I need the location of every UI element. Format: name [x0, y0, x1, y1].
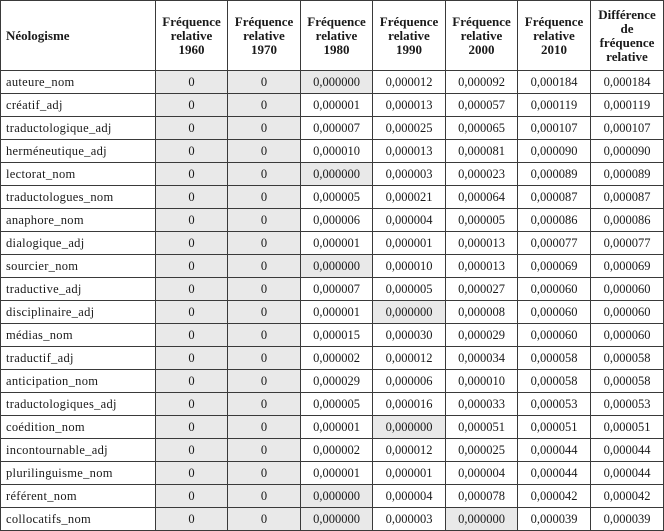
table-row [1, 370, 664, 393]
freq-1990-cell: 0,000016 [373, 393, 446, 416]
freq-1990-cell: 0,000013 [373, 140, 446, 163]
freq-1980-cell: 0,000000 [301, 71, 373, 94]
freq-2000-cell: 0,000023 [446, 163, 518, 186]
header-text-line: Différence [598, 6, 656, 22]
header-text-line: 1970 [251, 41, 277, 57]
neologism-cell: référent_nom [1, 485, 156, 508]
freq-2000-cell: 0,000051 [446, 416, 518, 439]
difference-cell: 0,000060 [591, 278, 664, 301]
freq-1980-cell: 0,000010 [301, 140, 373, 163]
table-row [1, 255, 664, 278]
header-text-line: Fréquence [234, 13, 294, 29]
neologism-cell: créatif_adj [1, 94, 156, 117]
freq-1960-cell: 0 [156, 462, 228, 485]
header-freq-2000 [446, 1, 518, 71]
freq-1990-cell: 0,000025 [373, 117, 446, 140]
header-text-line: relative [170, 27, 213, 43]
freq-1980-cell: 0,000006 [301, 209, 373, 232]
freq-1990-cell: 0,000000 [373, 416, 446, 439]
table-row [1, 71, 664, 94]
table-row [1, 508, 664, 531]
freq-2010-cell: 0,000042 [518, 485, 591, 508]
header-freq-1970 [228, 1, 301, 71]
freq-1970-cell: 0 [228, 439, 301, 462]
freq-1990-cell: 0,000004 [373, 209, 446, 232]
neologism-cell: coédition_nom [1, 416, 156, 439]
freq-1970-cell: 0 [228, 117, 301, 140]
freq-1960-cell: 0 [156, 416, 228, 439]
freq-1980-cell: 0,000002 [301, 439, 373, 462]
freq-1980-cell: 0,000001 [301, 301, 373, 324]
difference-cell: 0,000086 [591, 209, 664, 232]
freq-1990-cell: 0,000001 [373, 232, 446, 255]
freq-2000-cell: 0,000013 [446, 255, 518, 278]
table-body [1, 71, 664, 531]
freq-1960-cell: 0 [156, 186, 228, 209]
neologism-cell: incontournable_adj [1, 439, 156, 462]
freq-2000-cell: 0,000004 [446, 462, 518, 485]
table-row [1, 232, 664, 255]
difference-cell: 0,000089 [591, 163, 664, 186]
difference-cell: 0,000058 [591, 347, 664, 370]
table-row [1, 439, 664, 462]
freq-1990-cell: 0,000003 [373, 508, 446, 531]
freq-2010-cell: 0,000060 [518, 324, 591, 347]
neologism-cell: traductologues_nom [1, 186, 156, 209]
neologism-cell: médias_nom [1, 324, 156, 347]
header-freq-1980 [301, 1, 373, 71]
freq-1960-cell: 0 [156, 232, 228, 255]
freq-1990-cell: 0,000003 [373, 163, 446, 186]
freq-1970-cell: 0 [228, 370, 301, 393]
neologism-cell: traductologique_adj [1, 117, 156, 140]
neologism-cell: sourcier_nom [1, 255, 156, 278]
freq-2010-cell: 0,000051 [518, 416, 591, 439]
freq-1960-cell: 0 [156, 117, 228, 140]
freq-1970-cell: 0 [228, 209, 301, 232]
header-freq-2010 [518, 1, 591, 71]
table-row [1, 140, 664, 163]
freq-2000-cell: 0,000033 [446, 393, 518, 416]
freq-1960-cell: 0 [156, 393, 228, 416]
freq-1960-cell: 0 [156, 324, 228, 347]
freq-1990-cell: 0,000030 [373, 324, 446, 347]
freq-2000-cell: 0,000092 [446, 71, 518, 94]
difference-cell: 0,000107 [591, 117, 664, 140]
neologism-cell: lectorat_nom [1, 163, 156, 186]
header-text-line: relative [388, 27, 430, 43]
neologism-cell: dialogique_adj [1, 232, 156, 255]
neologism-cell: traductologiques_adj [1, 393, 156, 416]
freq-2010-cell: 0,000039 [518, 508, 591, 531]
difference-cell: 0,000053 [591, 393, 664, 416]
freq-2000-cell: 0,000010 [446, 370, 518, 393]
freq-2010-cell: 0,000086 [518, 209, 591, 232]
freq-1980-cell: 0,000000 [301, 485, 373, 508]
neologism-cell: disciplinaire_adj [1, 301, 156, 324]
freq-2000-cell: 0,000005 [446, 209, 518, 232]
freq-2010-cell: 0,000060 [518, 278, 591, 301]
header-text-line: relative [460, 27, 503, 43]
freq-2000-cell: 0,000000 [446, 508, 518, 531]
freq-2010-cell: 0,000077 [518, 232, 591, 255]
difference-cell: 0,000077 [591, 232, 664, 255]
neologism-cell: anticipation_nom [1, 370, 156, 393]
freq-2000-cell: 0,000064 [446, 186, 518, 209]
freq-1970-cell: 0 [228, 278, 301, 301]
header-text-line: de [620, 20, 634, 36]
table-header [1, 1, 664, 71]
freq-2010-cell: 0,000060 [518, 301, 591, 324]
freq-1980-cell: 0,000007 [301, 278, 373, 301]
freq-1980-cell: 0,000001 [301, 232, 373, 255]
freq-2010-cell: 0,000119 [518, 94, 591, 117]
freq-2010-cell: 0,000184 [518, 71, 591, 94]
freq-1990-cell: 0,000012 [373, 347, 446, 370]
freq-2010-cell: 0,000089 [518, 163, 591, 186]
header-text-line: relative [315, 27, 358, 43]
difference-cell: 0,000184 [591, 71, 664, 94]
freq-2010-cell: 0,000053 [518, 393, 591, 416]
freq-1970-cell: 0 [228, 163, 301, 186]
freq-1990-cell: 0,000001 [373, 462, 446, 485]
freq-1980-cell: 0,000015 [301, 324, 373, 347]
difference-cell: 0,000051 [591, 416, 664, 439]
header-row [1, 1, 664, 71]
neologism-cell: traductif_adj [1, 347, 156, 370]
header-text-line: Fréquence [162, 13, 221, 29]
header-text-line: Fréquence [452, 13, 511, 29]
difference-cell: 0,000119 [591, 94, 664, 117]
neologism-cell: collocatifs_nom [1, 508, 156, 531]
difference-cell: 0,000042 [591, 485, 664, 508]
header-text-line: relative [533, 27, 575, 43]
table-row [1, 462, 664, 485]
header-text-line: relative [243, 27, 285, 43]
difference-cell: 0,000060 [591, 301, 664, 324]
freq-1970-cell: 0 [228, 347, 301, 370]
difference-cell: 0,000087 [591, 186, 664, 209]
difference-cell: 0,000044 [591, 439, 664, 462]
freq-1970-cell: 0 [228, 232, 301, 255]
freq-1990-cell: 0,000006 [373, 370, 446, 393]
table-row [1, 278, 664, 301]
freq-1960-cell: 0 [156, 209, 228, 232]
freq-1970-cell: 0 [228, 71, 301, 94]
header-text-line: Fréquence [379, 13, 439, 29]
difference-cell: 0,000069 [591, 255, 664, 278]
freq-1970-cell: 0 [228, 324, 301, 347]
header-text-line: 2010 [541, 41, 567, 57]
header-text-line: Fréquence [524, 13, 584, 29]
difference-cell: 0,000058 [591, 370, 664, 393]
difference-cell: 0,000090 [591, 140, 664, 163]
freq-1980-cell: 0,000000 [301, 255, 373, 278]
freq-1980-cell: 0,000007 [301, 117, 373, 140]
freq-2000-cell: 0,000065 [446, 117, 518, 140]
freq-2000-cell: 0,000013 [446, 232, 518, 255]
freq-1980-cell: 0,000005 [301, 393, 373, 416]
header-text-line: relative [606, 48, 648, 64]
difference-cell: 0,000039 [591, 508, 664, 531]
table-row [1, 416, 664, 439]
freq-1980-cell: 0,000001 [301, 416, 373, 439]
header-text-line: fréquence [599, 34, 655, 50]
freq-2010-cell: 0,000107 [518, 117, 591, 140]
freq-1960-cell: 0 [156, 278, 228, 301]
freq-1960-cell: 0 [156, 347, 228, 370]
freq-1990-cell: 0,000004 [373, 485, 446, 508]
freq-1990-cell: 0,000012 [373, 439, 446, 462]
freq-1970-cell: 0 [228, 462, 301, 485]
freq-2010-cell: 0,000087 [518, 186, 591, 209]
freq-1970-cell: 0 [228, 485, 301, 508]
header-text-line: 1990 [396, 41, 422, 57]
freq-1960-cell: 0 [156, 301, 228, 324]
freq-2000-cell: 0,000008 [446, 301, 518, 324]
table-row [1, 186, 664, 209]
freq-2000-cell: 0,000025 [446, 439, 518, 462]
neologism-cell: anaphore_nom [1, 209, 156, 232]
header-freq-1990 [373, 1, 446, 71]
freq-1980-cell: 0,000002 [301, 347, 373, 370]
freq-2010-cell: 0,000058 [518, 347, 591, 370]
header-text-line: Fréquence [307, 13, 366, 29]
freq-2000-cell: 0,000027 [446, 278, 518, 301]
header-text-line: 2000 [468, 41, 495, 57]
freq-1990-cell: 0,000000 [373, 301, 446, 324]
freq-1970-cell: 0 [228, 301, 301, 324]
freq-2010-cell: 0,000069 [518, 255, 591, 278]
freq-1960-cell: 0 [156, 94, 228, 117]
freq-1960-cell: 0 [156, 71, 228, 94]
freq-1960-cell: 0 [156, 140, 228, 163]
table-row [1, 485, 664, 508]
table-row [1, 347, 664, 370]
table-row [1, 209, 664, 232]
table-row [1, 163, 664, 186]
neologism-cell: plurilinguisme_nom [1, 462, 156, 485]
freq-2000-cell: 0,000029 [446, 324, 518, 347]
header-freq-1960 [156, 1, 228, 71]
freq-2010-cell: 0,000044 [518, 462, 591, 485]
freq-1970-cell: 0 [228, 416, 301, 439]
table-row [1, 324, 664, 347]
freq-1980-cell: 0,000000 [301, 163, 373, 186]
header-neologisme [1, 1, 156, 71]
table-row [1, 94, 664, 117]
header-text-line: Néologisme [6, 27, 70, 43]
freq-2000-cell: 0,000081 [446, 140, 518, 163]
header-text-line: 1960 [178, 41, 205, 57]
freq-1960-cell: 0 [156, 508, 228, 531]
neologism-cell: traductive_adj [1, 278, 156, 301]
freq-1980-cell: 0,000001 [301, 94, 373, 117]
freq-1990-cell: 0,000005 [373, 278, 446, 301]
freq-2000-cell: 0,000078 [446, 485, 518, 508]
freq-1970-cell: 0 [228, 94, 301, 117]
freq-1960-cell: 0 [156, 439, 228, 462]
freq-1970-cell: 0 [228, 140, 301, 163]
freq-1960-cell: 0 [156, 255, 228, 278]
difference-cell: 0,000044 [591, 462, 664, 485]
freq-2010-cell: 0,000044 [518, 439, 591, 462]
table-row [1, 301, 664, 324]
freq-1970-cell: 0 [228, 393, 301, 416]
difference-cell: 0,000060 [591, 324, 664, 347]
freq-1970-cell: 0 [228, 508, 301, 531]
freq-2010-cell: 0,000090 [518, 140, 591, 163]
freq-1980-cell: 0,000000 [301, 508, 373, 531]
freq-1960-cell: 0 [156, 485, 228, 508]
freq-2000-cell: 0,000057 [446, 94, 518, 117]
header-text-line: 1980 [323, 41, 350, 57]
freq-2010-cell: 0,000058 [518, 370, 591, 393]
neologism-cell: herméneutique_adj [1, 140, 156, 163]
freq-1960-cell: 0 [156, 370, 228, 393]
neologism-cell: auteure_nom [1, 71, 156, 94]
freq-1980-cell: 0,000001 [301, 462, 373, 485]
freq-2000-cell: 0,000034 [446, 347, 518, 370]
table-row [1, 117, 664, 140]
freq-1970-cell: 0 [228, 186, 301, 209]
freq-1990-cell: 0,000021 [373, 186, 446, 209]
freq-1990-cell: 0,000012 [373, 71, 446, 94]
freq-1980-cell: 0,000029 [301, 370, 373, 393]
table-row [1, 393, 664, 416]
freq-1960-cell: 0 [156, 163, 228, 186]
freq-1990-cell: 0,000010 [373, 255, 446, 278]
freq-1970-cell: 0 [228, 255, 301, 278]
freq-1990-cell: 0,000013 [373, 94, 446, 117]
freq-1980-cell: 0,000005 [301, 186, 373, 209]
header-difference [591, 1, 664, 71]
